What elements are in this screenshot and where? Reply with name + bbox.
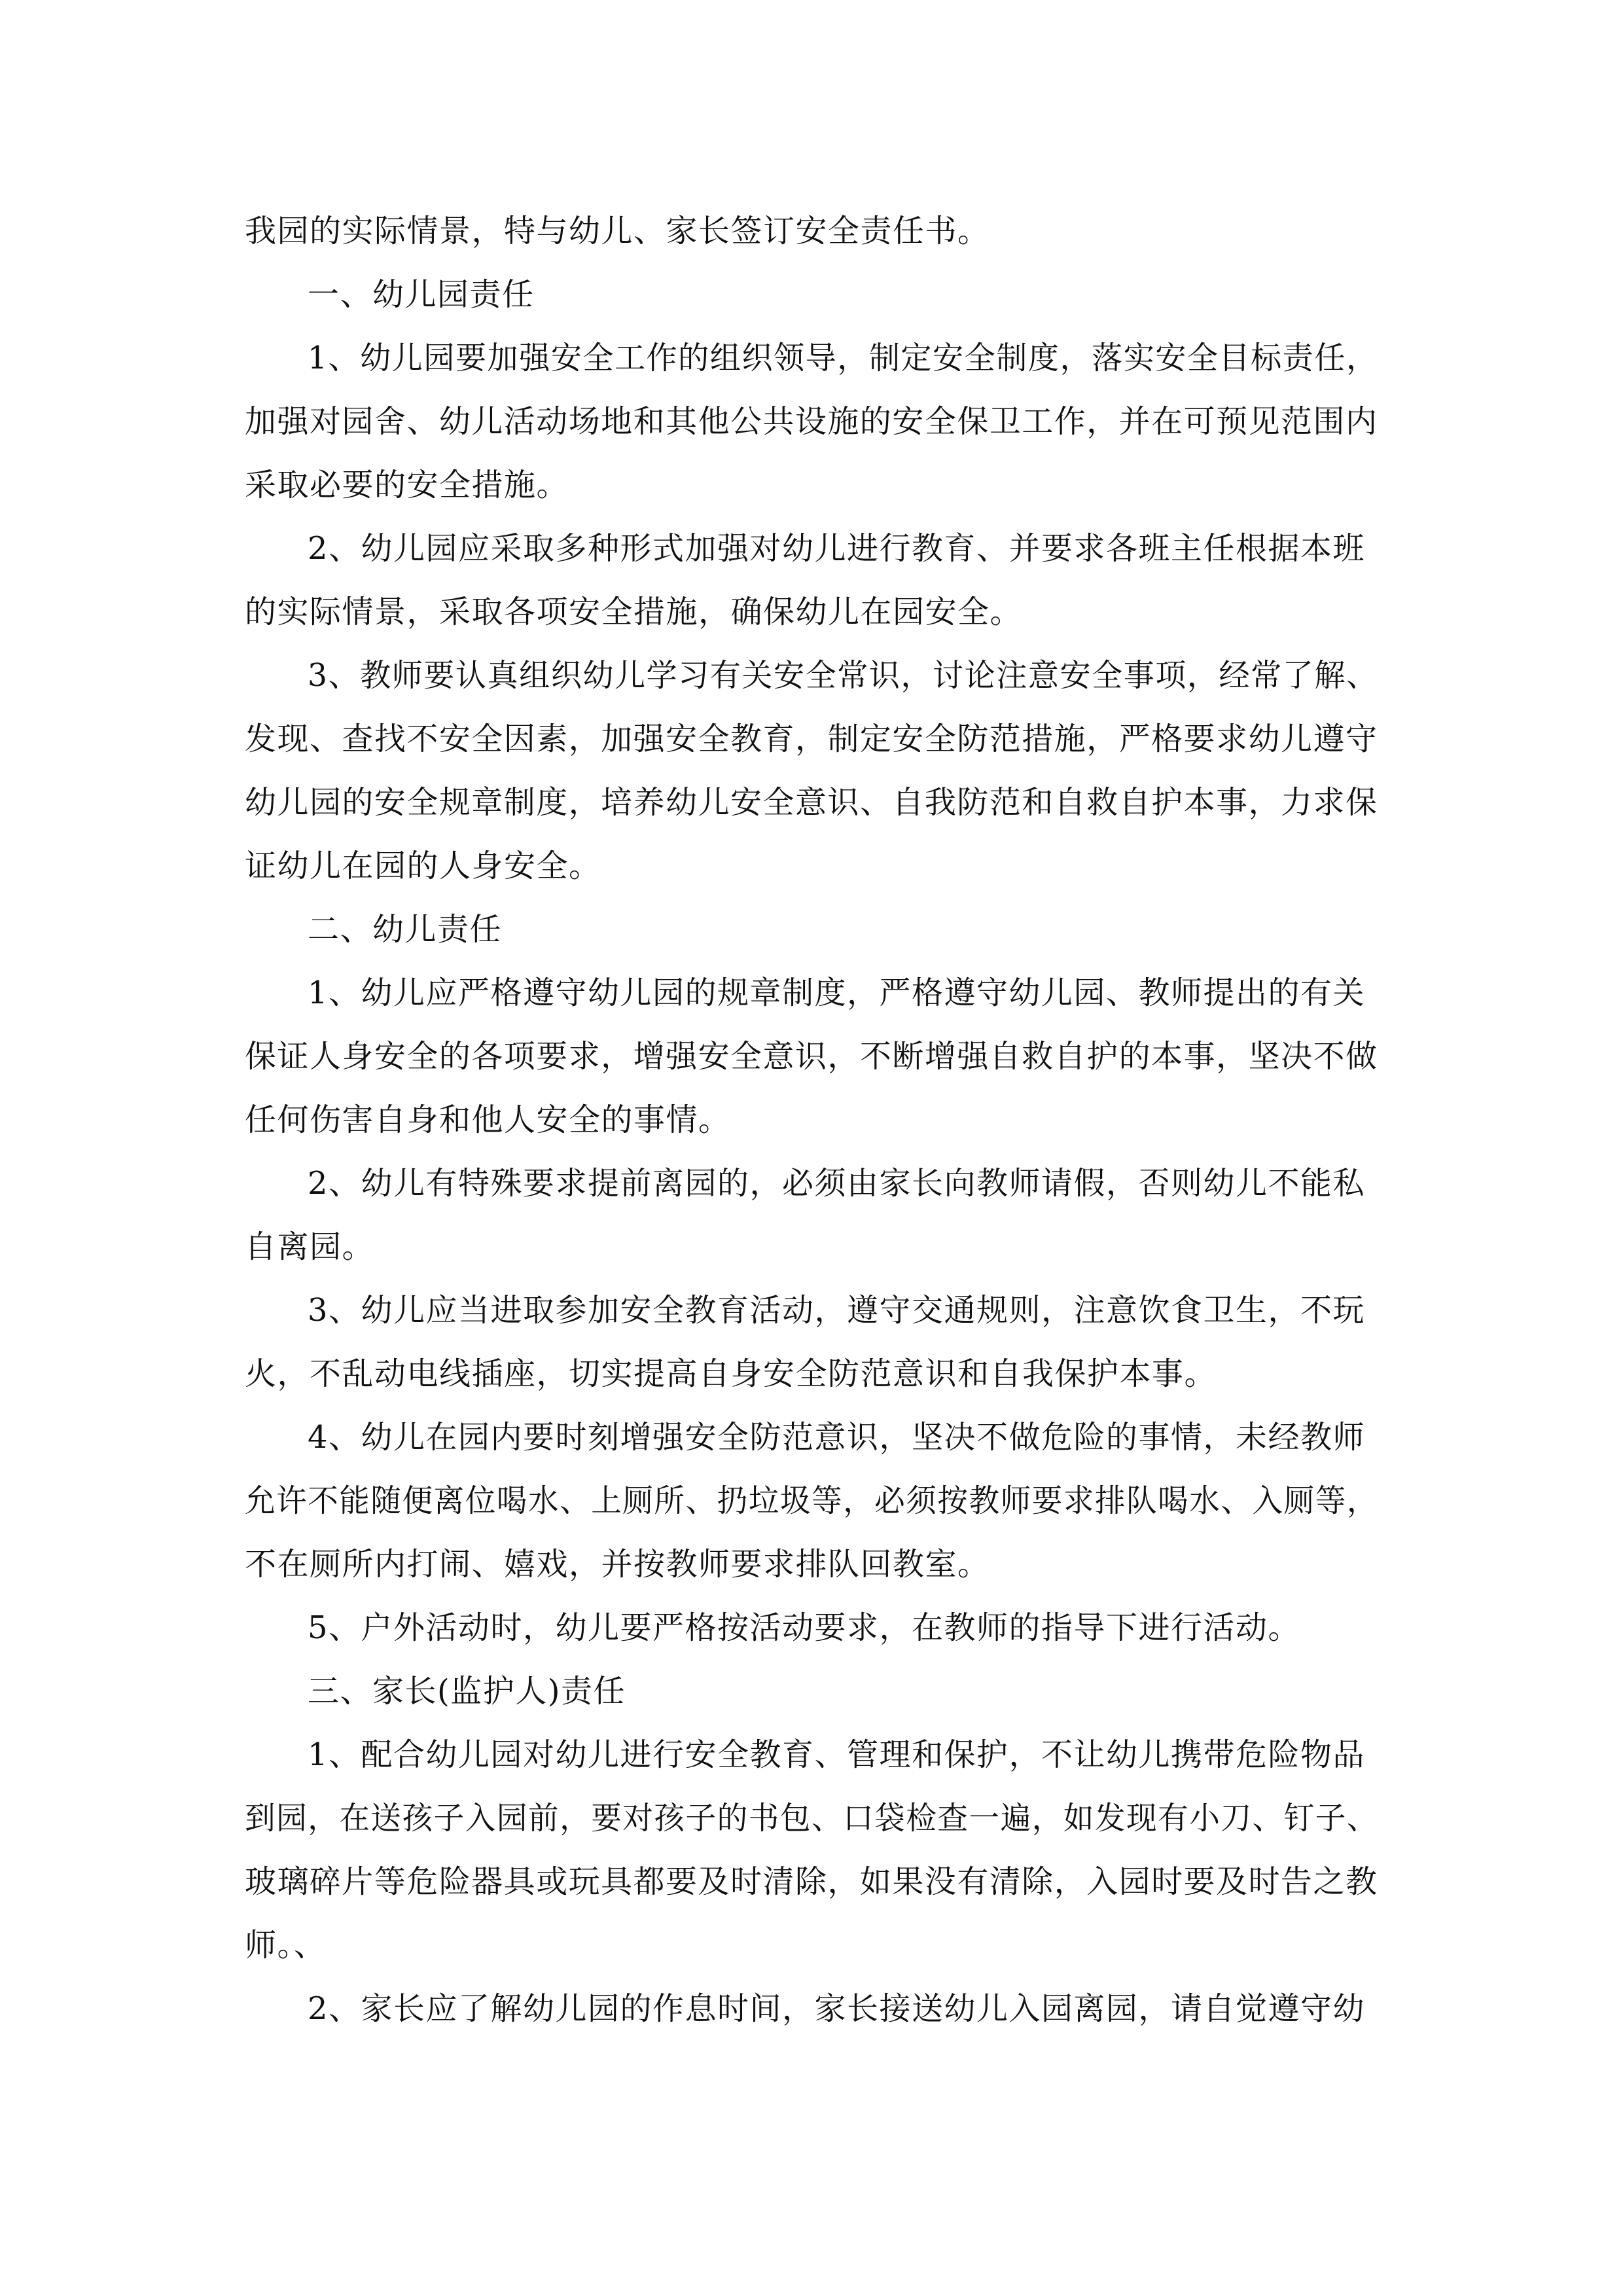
text-line: 1、配合幼儿园对幼儿进行安全教育、管理和保护，不让幼儿携带危险物品: [308, 1736, 1366, 1773]
text-line: 自离园。: [245, 1229, 375, 1265]
text-line: 2、家长应了解幼儿园的作息时间，家长接送幼儿入园离园，请自觉遵守幼: [308, 1990, 1366, 2027]
text-line: 采取必要的安全措施。: [245, 467, 569, 503]
text-line: 的实际情景，采取各项安全措施，确保幼儿在园安全。: [245, 594, 1023, 630]
text-line: 3、教师要认真组织幼儿学习有关安全常识，讨论注意安全事项，经常了解、: [308, 657, 1378, 694]
text-line: 加强对园舍、幼儿活动场地和其他公共设施的安全保卫工作，并在可预见范围内: [245, 403, 1378, 440]
text-line: 5、户外活动时，幼儿要严格按活动要求，在教师的指导下进行活动。: [308, 1609, 1301, 1646]
text-line: 2、幼儿有特殊要求提前离园的，必须由家长向教师请假，否则幼儿不能私: [308, 1165, 1366, 1202]
section-heading: 三、家长(监护人)责任: [308, 1673, 626, 1710]
section-heading: 二、幼儿责任: [308, 911, 503, 948]
text-line: 玻璃碎片等危险器具或玩具都要及时清除，如果没有清除，入园时要及时告之教: [245, 1863, 1378, 1900]
text-line: 3、幼儿应当进取参加安全教育活动，遵守交通规则，注意饮食卫生，不玩: [308, 1292, 1366, 1329]
text-line: 保证人身安全的各项要求，增强安全意识，不断增强自救自护的本事，坚决不做: [245, 1038, 1378, 1075]
text-line: 1、幼儿应严格遵守幼儿园的规章制度，严格遵守幼儿园、教师提出的有关: [308, 975, 1366, 1011]
section-heading: 一、幼儿园责任: [308, 276, 535, 313]
text-line: 幼儿园的安全规章制度，培养幼儿安全意识、自我防范和自救自护本事，力求保: [245, 784, 1378, 821]
text-line: 火，不乱动电线插座，切实提高自身安全防范意识和自我保护本事。: [245, 1355, 1217, 1392]
text-line: 证幼儿在园的人身安全。: [245, 848, 601, 884]
text-line: 我园的实际情景，特与幼儿、家长签订安全责任书。: [245, 213, 990, 249]
text-line: 允许不能随便离位喝水、上厕所、扔垃圾等，必须按教师要求排队喝水、入厕等，: [245, 1482, 1378, 1519]
text-line: 不在厕所内打闹、嬉戏，并按教师要求排队回教室。: [245, 1546, 990, 1583]
text-line: 任何伤害自身和他人安全的事情。: [245, 1102, 731, 1138]
text-line: 2、幼儿园应采取多种形式加强对幼儿进行教育、并要求各班主任根据本班: [308, 530, 1366, 567]
text-line: 4、幼儿在园内要时刻增强安全防范意识，坚决不做危险的事情，未经教师: [308, 1419, 1366, 1456]
text-line: 1、幼儿园要加强安全工作的组织领导，制定安全制度，落实安全目标责任，: [308, 340, 1378, 376]
text-line: 师。、: [245, 1927, 327, 1964]
text-line: 到园，在送孩子入园前，要对孩子的书包、口袋检查一遍，如发现有小刀、钉子、: [245, 1800, 1378, 1837]
text-line: 发现、查找不安全因素，加强安全教育，制定安全防范措施，严格要求幼儿遵守: [245, 721, 1378, 757]
